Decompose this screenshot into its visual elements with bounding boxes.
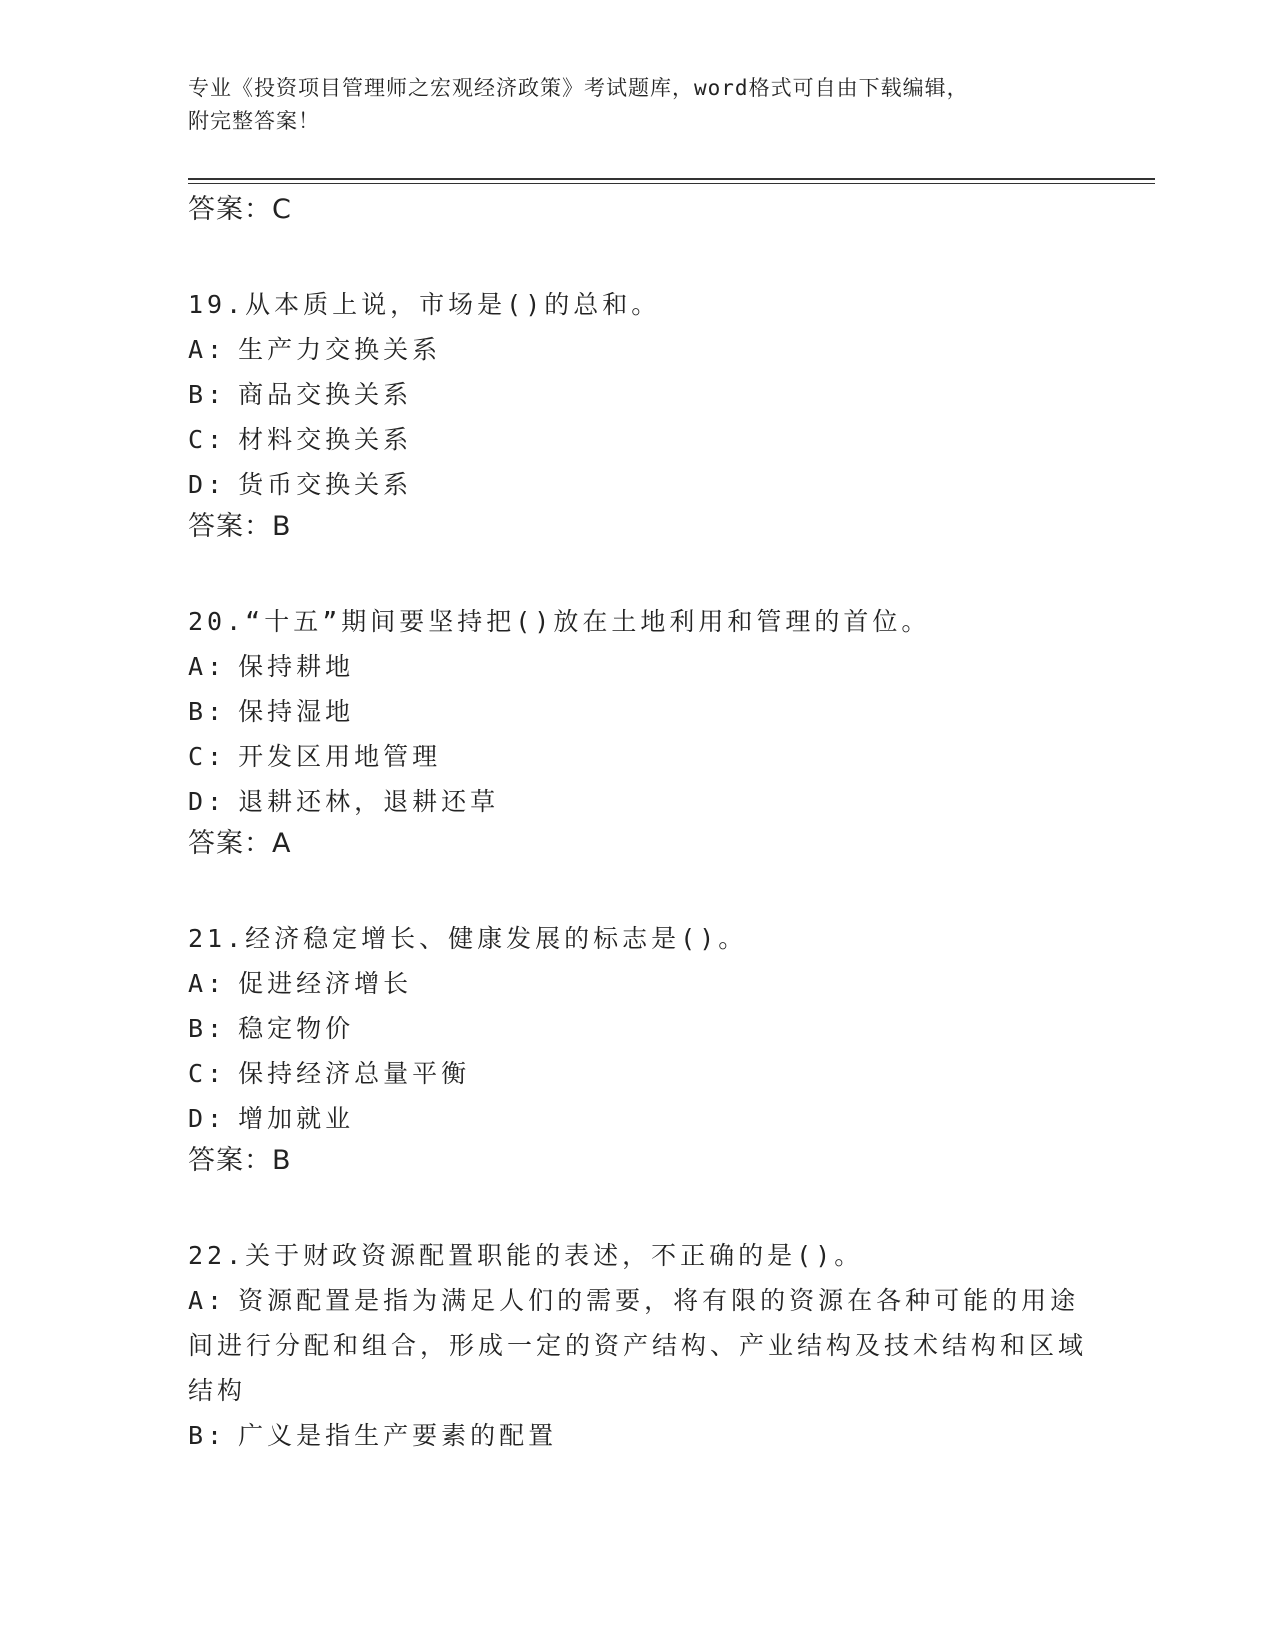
answer-value: A xyxy=(272,828,292,859)
option-text: 材料交换关系 xyxy=(238,425,413,454)
option-letter: D: xyxy=(188,470,227,499)
option-d xyxy=(188,462,1088,507)
question-list xyxy=(188,190,1088,1458)
option-text: 广义是指生产要素的配置 xyxy=(238,1421,558,1450)
option-c xyxy=(188,1051,1088,1096)
option-b xyxy=(188,1006,1088,1051)
answer-label: 答案： xyxy=(188,1145,272,1176)
option-letter: C: xyxy=(188,425,227,454)
option-a xyxy=(188,327,1088,372)
option-text: 开发区用地管理 xyxy=(238,742,442,771)
option-a xyxy=(188,961,1088,1006)
spacer xyxy=(188,864,1088,916)
answer-line xyxy=(188,824,1088,864)
spacer xyxy=(188,230,1088,282)
question-stem: 22.关于财政资源配置职能的表述，不正确的是()。 xyxy=(188,1241,864,1270)
option-letter: D: xyxy=(188,1104,227,1133)
header-divider-thin xyxy=(188,183,1155,184)
header-note xyxy=(188,72,1088,138)
option-text: 增加就业 xyxy=(238,1104,355,1133)
question-stem: 20.“十五”期间要坚持把()放在土地利用和管理的首位。 xyxy=(188,607,931,636)
answer-label: 答案： xyxy=(188,511,272,542)
option-a xyxy=(188,1278,1088,1413)
answer-label: 答案： xyxy=(188,828,272,859)
option-letter: C: xyxy=(188,1059,227,1088)
question-20 xyxy=(188,599,1088,864)
option-letter: C: xyxy=(188,742,227,771)
option-b xyxy=(188,1413,1088,1458)
option-letter: B: xyxy=(188,1014,227,1043)
answer-line xyxy=(188,190,1088,230)
option-a xyxy=(188,644,1088,689)
answer-value: B xyxy=(272,511,292,542)
header-line-2: 附完整答案！ xyxy=(188,109,320,133)
option-letter: A: xyxy=(188,969,227,998)
option-text: 保持经济总量平衡 xyxy=(238,1059,471,1088)
answer-line xyxy=(188,1141,1088,1181)
question-21 xyxy=(188,916,1088,1181)
question-stem: 21.经济稳定增长、健康发展的标志是()。 xyxy=(188,924,748,953)
option-letter: A: xyxy=(188,1286,227,1315)
option-letter: A: xyxy=(188,652,227,681)
option-b xyxy=(188,689,1088,734)
option-text: 商品交换关系 xyxy=(238,380,413,409)
option-d xyxy=(188,1096,1088,1141)
option-c xyxy=(188,734,1088,779)
question-stem: 19.从本质上说，市场是()的总和。 xyxy=(188,290,661,319)
question-22 xyxy=(188,1233,1088,1458)
option-letter: B: xyxy=(188,697,227,726)
spacer xyxy=(188,1181,1088,1233)
option-text: 资源配置是指为满足人们的需要，将有限的资源在各种可能的用途间进行分配和组合，形成一定的资产结构、产业结构及技术结构和区域结构 xyxy=(188,1286,1088,1405)
option-b xyxy=(188,372,1088,417)
spacer xyxy=(188,547,1088,599)
option-text: 稳定物价 xyxy=(238,1014,355,1043)
option-letter: A: xyxy=(188,335,227,364)
option-letter: B: xyxy=(188,380,227,409)
option-d xyxy=(188,779,1088,824)
answer-label: 答案： xyxy=(188,194,272,225)
option-letter: D: xyxy=(188,787,227,816)
option-text: 退耕还林，退耕还草 xyxy=(238,787,500,816)
header-line-1: 专业《投资项目管理师之宏观经济政策》考试题库，word格式可自由下载编辑， xyxy=(188,76,969,100)
option-text: 保持耕地 xyxy=(238,652,355,681)
answer-line xyxy=(188,507,1088,547)
header-divider-thick xyxy=(188,178,1155,180)
option-text: 生产力交换关系 xyxy=(238,335,442,364)
option-text: 促进经济增长 xyxy=(238,969,413,998)
option-letter: B: xyxy=(188,1421,227,1450)
option-c xyxy=(188,417,1088,462)
question-19 xyxy=(188,282,1088,547)
option-text: 货币交换关系 xyxy=(238,470,413,499)
option-text: 保持湿地 xyxy=(238,697,355,726)
answer-value: B xyxy=(272,1145,292,1176)
answer-value: C xyxy=(272,194,292,225)
